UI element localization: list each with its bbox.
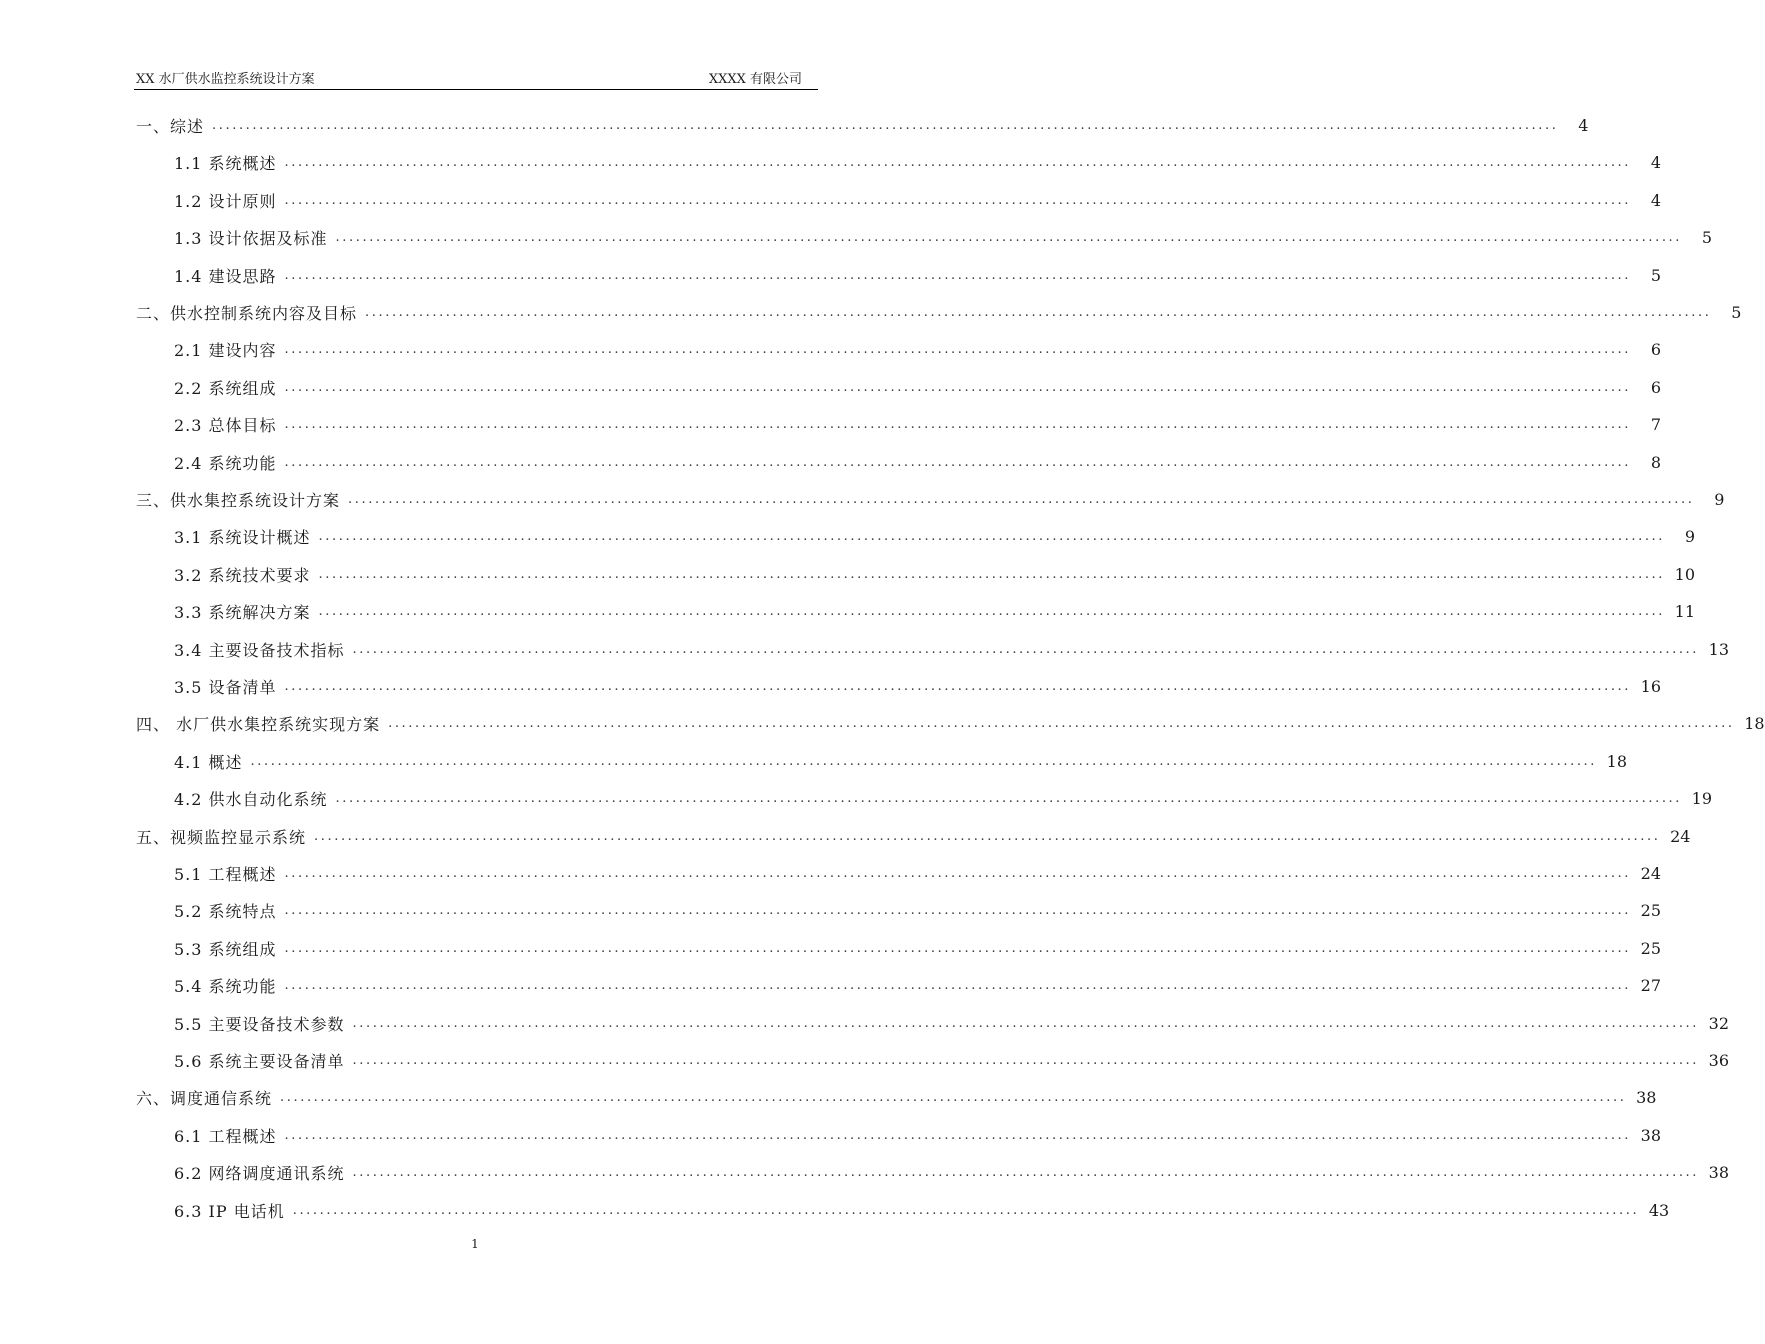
- toc-entry[interactable]: [174, 1154, 1730, 1191]
- toc-entry[interactable]: [174, 369, 1662, 406]
- toc-entry-page: 19: [1691, 789, 1713, 809]
- toc-entry-page: 13: [1708, 639, 1730, 659]
- toc-entry-title: 2.2 系统组成: [174, 378, 277, 398]
- toc-entry-page: 24: [1640, 864, 1662, 883]
- toc-entry[interactable]: [174, 780, 1713, 817]
- toc-entry-title: 1.4 建设思路: [174, 266, 277, 286]
- toc-leader-dots: ........................................................................................................................................................................................................: [284, 192, 1632, 208]
- toc-entry-page: 36: [1708, 1051, 1730, 1070]
- toc-entry-title: 三、供水集控系统设计方案: [136, 491, 341, 510]
- toc-entry-page: 4: [1650, 153, 1662, 173]
- toc-entry[interactable]: [174, 1192, 1670, 1229]
- toc-leader-dots: ........................................................................................................................................................................................................: [318, 529, 1666, 545]
- toc-entry[interactable]: [136, 818, 1691, 855]
- toc-entry-page: 5: [1701, 228, 1713, 248]
- toc-entry[interactable]: [174, 892, 1662, 929]
- toc-entry[interactable]: [174, 1117, 1662, 1154]
- toc-entry-page: 10: [1674, 564, 1696, 584]
- toc-entry-page: 9: [1714, 490, 1725, 509]
- toc-entry[interactable]: [174, 219, 1713, 256]
- toc-entry[interactable]: [174, 1042, 1730, 1079]
- toc-entry-page: 38: [1640, 1125, 1662, 1145]
- toc-leader-dots: ........................................................................................................................................................................................................: [212, 118, 1559, 133]
- toc-entry-title: 3.2 系统技术要求: [174, 565, 311, 585]
- toc-entry-page: 18: [1744, 714, 1765, 734]
- toc-leader-dots: ........................................................................................................................................................................................................: [352, 1053, 1700, 1068]
- toc-entry[interactable]: [174, 406, 1662, 443]
- toc-entry[interactable]: [174, 444, 1662, 481]
- toc-leader-dots: ........................................................................................................................................................................................................: [284, 679, 1632, 694]
- toc-entry-page: 24: [1670, 826, 1691, 846]
- toc-entry-title: 五、视频监控显示系统: [136, 827, 307, 847]
- toc-entry[interactable]: [174, 182, 1662, 219]
- toc-entry[interactable]: [174, 331, 1662, 368]
- toc-entry-title: 六、调度通信系统: [136, 1089, 273, 1109]
- toc-entry-title: 4.1 概述: [174, 752, 243, 772]
- toc-entry[interactable]: [136, 481, 1725, 518]
- toc-entry-title: 5.1 工程概述: [174, 865, 277, 884]
- toc-entry-page: 16: [1640, 677, 1662, 696]
- toc-entry[interactable]: [174, 743, 1628, 780]
- toc-entry[interactable]: [136, 107, 1589, 144]
- toc-leader-dots: ........................................................................................................................................................................................................: [318, 566, 1666, 582]
- toc-entry[interactable]: [174, 144, 1662, 181]
- toc-entry-title: 5.4 系统功能: [174, 977, 277, 997]
- toc-entry-page: 6: [1650, 340, 1662, 360]
- toc-entry[interactable]: [174, 967, 1662, 1004]
- toc-leader-dots: ........................................................................................................................................................................................................: [352, 1015, 1700, 1031]
- toc-entry[interactable]: [174, 930, 1662, 967]
- header-company-name: XXXX 有限公司: [708, 72, 802, 87]
- toc-leader-dots: ........................................................................................................................................................................................................: [284, 155, 1632, 171]
- toc-entry[interactable]: [174, 631, 1730, 668]
- toc-leader-dots: ........................................................................................................................................................................................................: [280, 1090, 1627, 1106]
- toc-entry-page: 27: [1640, 976, 1662, 996]
- toc-entry-title: 5.3 系统组成: [174, 939, 277, 959]
- toc-entry-title: 2.4 系统功能: [174, 453, 277, 473]
- toc-leader-dots: ........................................................................................................................................................................................................: [284, 267, 1632, 283]
- toc-leader-dots: ........................................................................................................................................................................................................: [284, 342, 1632, 358]
- toc-leader-dots: ........................................................................................................................................................................................................: [284, 379, 1632, 395]
- toc-entry-title: 3.5 设备清单: [174, 678, 277, 697]
- toc-entry-title: 1.3 设计依据及标准: [174, 229, 328, 249]
- toc-entry-page: 25: [1640, 938, 1662, 958]
- toc-entry-title: 1.2 设计原则: [174, 191, 277, 211]
- toc-leader-dots: ........................................................................................................................................................................................................: [335, 230, 1683, 246]
- toc-entry[interactable]: [174, 257, 1662, 294]
- toc-entry-page: 38: [1708, 1163, 1730, 1183]
- toc-entry-title: 2.1 建设内容: [174, 341, 277, 361]
- toc-entry-page: 9: [1684, 527, 1696, 547]
- toc-entry-title: 6.3 IP 电话机: [174, 1201, 285, 1221]
- toc-leader-dots: ........................................................................................................................................................................................................: [365, 305, 1712, 320]
- toc-entry-page: 5: [1650, 265, 1662, 285]
- toc-leader-dots: ........................................................................................................................................................................................................: [284, 978, 1632, 994]
- toc-entry[interactable]: [174, 518, 1696, 555]
- toc-entry-title: 4.2 供水自动化系统: [174, 790, 328, 810]
- toc-entry-title: 一、综述: [136, 117, 205, 136]
- toc-entry-page: 4: [1578, 116, 1589, 135]
- toc-entry-title: 二、供水控制系统内容及目标: [136, 304, 358, 323]
- toc-entry-title: 6.1 工程概述: [174, 1126, 277, 1146]
- toc-entry-title: 2.3 总体目标: [174, 416, 277, 436]
- toc-entry[interactable]: [174, 1005, 1730, 1042]
- toc-entry-page: 18: [1606, 751, 1628, 771]
- toc-entry-title: 四、 水厂供水集控系统实现方案: [136, 715, 381, 735]
- toc-leader-dots: ........................................................................................................................................................................................................: [284, 454, 1632, 470]
- toc-entry[interactable]: [174, 855, 1662, 892]
- toc-entry-title: 5.6 系统主要设备清单: [174, 1052, 345, 1071]
- toc-entry-title: 3.1 系统设计概述: [174, 528, 311, 548]
- toc-leader-dots: ........................................................................................................................................................................................................: [318, 604, 1666, 620]
- toc-entry[interactable]: [174, 668, 1662, 705]
- toc-entry-page: 32: [1708, 1013, 1730, 1033]
- toc-entry-page: 43: [1648, 1200, 1670, 1220]
- toc-entry-title: 5.5 主要设备技术参数: [174, 1014, 345, 1034]
- toc-leader-dots: ........................................................................................................................................................................................................: [284, 417, 1632, 433]
- toc-entry[interactable]: [174, 593, 1696, 630]
- toc-entry-page: 38: [1636, 1088, 1657, 1108]
- toc-entry-title: 3.3 系统解决方案: [174, 603, 311, 623]
- page-number: 1: [471, 1237, 479, 1251]
- toc-leader-dots: ........................................................................................................................................................................................................: [352, 1165, 1700, 1181]
- toc-leader-dots: ........................................................................................................................................................................................................: [314, 828, 1661, 844]
- toc-entry-title: 5.2 系统特点: [174, 902, 277, 922]
- header-document-title: XX 水厂供水监控系统设计方案: [136, 72, 315, 87]
- toc-leader-dots: ........................................................................................................................................................................................................: [284, 866, 1632, 881]
- toc-entry-page: 11: [1674, 602, 1696, 622]
- toc-entry[interactable]: [136, 294, 1742, 331]
- toc-entry[interactable]: [174, 556, 1696, 593]
- toc-leader-dots: ........................................................................................................................................................................................................: [348, 492, 1695, 507]
- toc-entry-title: 3.4 主要设备技术指标: [174, 640, 345, 660]
- toc-entry-title: 6.2 网络调度通讯系统: [174, 1164, 345, 1184]
- toc-entry-page: 7: [1650, 415, 1662, 435]
- toc-leader-dots: ........................................................................................................................................................................................................: [292, 1202, 1640, 1218]
- toc-leader-dots: ........................................................................................................................................................................................................: [284, 1127, 1632, 1143]
- toc-entry-title: 1.1 系统概述: [174, 154, 277, 174]
- page-header: [134, 72, 818, 90]
- toc-entry-page: 4: [1650, 190, 1662, 210]
- toc-leader-dots: ........................................................................................................................................................................................................: [284, 903, 1632, 919]
- toc-entry[interactable]: [136, 1079, 1657, 1116]
- toc-entry-page: 5: [1731, 303, 1742, 322]
- toc-entry[interactable]: [136, 705, 1765, 742]
- toc-leader-dots: ........................................................................................................................................................................................................: [352, 641, 1700, 657]
- toc-leader-dots: ........................................................................................................................................................................................................: [388, 716, 1735, 732]
- toc-entry-page: 25: [1640, 901, 1662, 921]
- toc-leader-dots: ........................................................................................................................................................................................................: [250, 753, 1598, 769]
- toc-entry-page: 8: [1650, 452, 1662, 472]
- toc-leader-dots: ........................................................................................................................................................................................................: [335, 791, 1683, 807]
- toc-entry-page: 6: [1650, 377, 1662, 397]
- toc-leader-dots: ........................................................................................................................................................................................................: [284, 940, 1632, 956]
